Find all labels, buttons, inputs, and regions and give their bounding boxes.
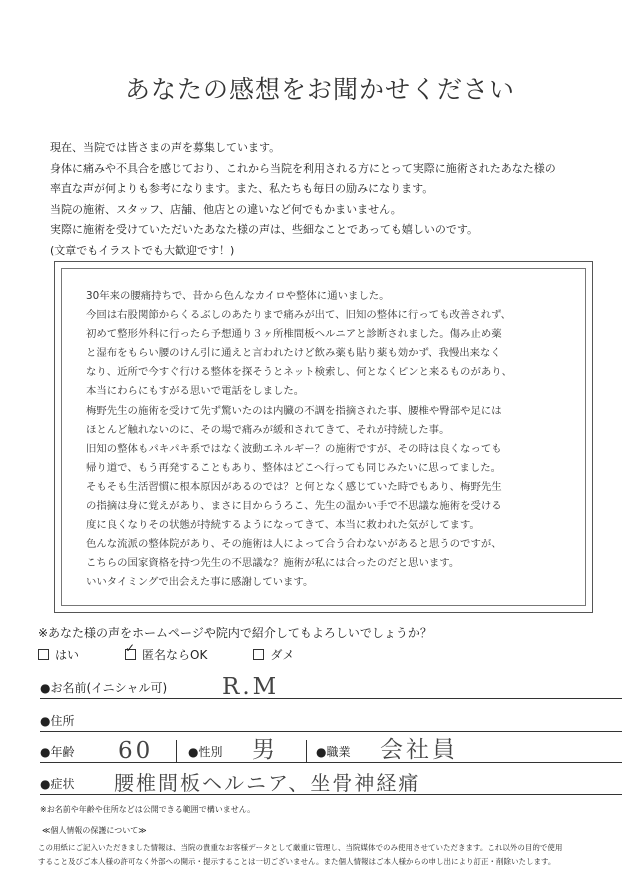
address-row [40, 709, 622, 732]
bullet-icon: ● [40, 777, 51, 791]
intro-text [50, 138, 610, 261]
divider [176, 740, 177, 762]
bullet-icon: ● [316, 745, 327, 759]
testimonial-line: 初めて整形外科に行ったら予想通り３ヶ所椎間板ヘルニアと診断されました。傷み止め薬 [86, 328, 502, 341]
testimonial-line: いいタイミングで出会えた事に感謝しています。 [86, 576, 314, 589]
testimonial-line: と湿布をもらい腰のけん引に通えと言われたけど飲み薬も貼り薬も効かず、我慢出来なく [86, 347, 501, 360]
symptom-row [40, 772, 622, 795]
divider [306, 740, 307, 762]
testimonial-line: の指摘は身に覚えがあり、まさに目からうろこ、先生の温かい手で不思議な施術を受ける [86, 500, 502, 513]
testimonial-line: 帰り道で、もう再発することもあり、整体はどこへ行っても同じみたいに思ってました。 [86, 461, 501, 474]
testimonial-line: 今回は右股関節からくるぶしのあたりまで痛みが出て、旧知の整体に行っても改善されず、 [86, 309, 511, 322]
privacy-text [38, 841, 628, 869]
testimonial-line: ほとんど触れないのに、その場で痛みが緩和されてきて、それが持続した事。 [86, 423, 450, 436]
option-anonymous-label: 匿名ならOK [142, 648, 208, 662]
checkbox-anonymous[interactable] [125, 641, 136, 660]
name-value[interactable]: R.M [222, 674, 280, 700]
check-mark-icon: ✓ [125, 641, 136, 655]
option-no[interactable] [253, 646, 294, 663]
testimonial-line: 本当にわらにもすがる思いで電話をしました。 [86, 385, 305, 398]
testimonial-line: 度に良くなりその状態が持続するようになってきて、本当に救われた気がしてます。 [86, 519, 480, 532]
privacy-title: ≪個人情報の保護について≫ [42, 826, 147, 835]
job-value[interactable]: 会社員 [380, 737, 458, 763]
name-row [40, 676, 622, 699]
symptom-label: ●症状 [40, 777, 75, 791]
footnote: ※お名前や年齢や住所などは公開できる範囲で構いません。 [40, 805, 256, 814]
intro-line: (文章でもイラストでも大歓迎です！) [50, 243, 235, 257]
testimonial-line: 色んな流派の整体院があり、その施術は人によって合う合わないがあると思うのですが、 [86, 538, 502, 551]
testimonial-line: 梅野先生の施術を受けて先ず驚いたのは内臓の不調を指摘された事、腰椎や臀部や足には [86, 404, 502, 417]
gender-value[interactable]: 男 [252, 737, 278, 763]
option-anonymous[interactable] [125, 641, 208, 663]
age-label: ●年齢 [40, 745, 75, 759]
privacy-line: すること及びご本人様の許可なく外部への開示・提示することは一切ございません。また個人情報はご本人様からの申し出により訂正・削除いたします。 [38, 857, 556, 866]
bullet-icon: ● [188, 745, 199, 759]
permission-question: ※あなた様の声をホームページや院内で紹介してもよろしいでしょうか？ [38, 626, 432, 640]
age-value[interactable]: 60 [118, 738, 154, 764]
testimonial-line: そもそも生活習慣に根本原因があるのでは？と何となく感じていた時でもあり、梅野先生 [86, 480, 502, 493]
bullet-icon: ● [40, 681, 51, 695]
intro-line: 実際に施術を受けていただいたあなた様の声は、些細なことであっても嬉しいのです。 [50, 223, 479, 236]
permission-options [38, 641, 295, 663]
testimonial-line: 30年来の腰痛持ちで、昔から色んなカイロや整体に通いました。 [86, 290, 390, 302]
checkbox-yes[interactable] [38, 649, 49, 660]
option-no-label: ダメ [270, 648, 295, 662]
job-label: ●職業 [316, 745, 351, 759]
testimonial-text [86, 287, 576, 593]
gender-label: ●性別 [188, 745, 223, 759]
privacy-line: この用紙にご記入いただきました情報は、当院の貴重なお客様データとして厳重に管理し、当院媒体でのみ使用させていただきます。これ以外の目的で使用 [38, 843, 563, 852]
symptom-value[interactable]: 腰椎間板ヘルニア、坐骨神経痛 [114, 771, 421, 795]
intro-line: 当院の施術、スタッフ、店舗、他店との違いなど何でもかまいません。 [50, 202, 402, 216]
intro-line: 身体に痛みや不具合を感じており、これから当院を利用される方にとって実際に施術されたあなた様の [50, 161, 556, 175]
intro-line: 現在、当院では皆さまの声を募集しています。 [50, 141, 281, 154]
address-label: ●住所 [40, 714, 75, 728]
intro-line: 率直な声が何よりも参考になります。また、私たちも毎日の励みになります。 [50, 182, 434, 195]
page-title: あなたの感想をお聞かせください [124, 75, 515, 104]
testimonial-line: こちらの国家資格を持つ先生の不思議な？施術が私には合ったのだと思います。 [86, 557, 460, 570]
testimonial-line: なり、近所で今すぐ行ける整体を探そうとネット検索し、何となくピンと来るものがあり、 [86, 366, 513, 379]
testimonial-line: 旧知の整体もパキパキ系ではなく波動エネルギー？の施術ですが、その時は良くなっても [86, 442, 502, 455]
option-yes-label: はい [55, 648, 80, 662]
name-label: ●お名前(イニシャル可) [40, 681, 168, 695]
bullet-icon: ● [40, 714, 51, 728]
checkbox-no[interactable] [253, 649, 264, 660]
profile-row [40, 737, 622, 764]
bullet-icon: ● [40, 745, 51, 759]
option-yes[interactable] [38, 646, 79, 663]
